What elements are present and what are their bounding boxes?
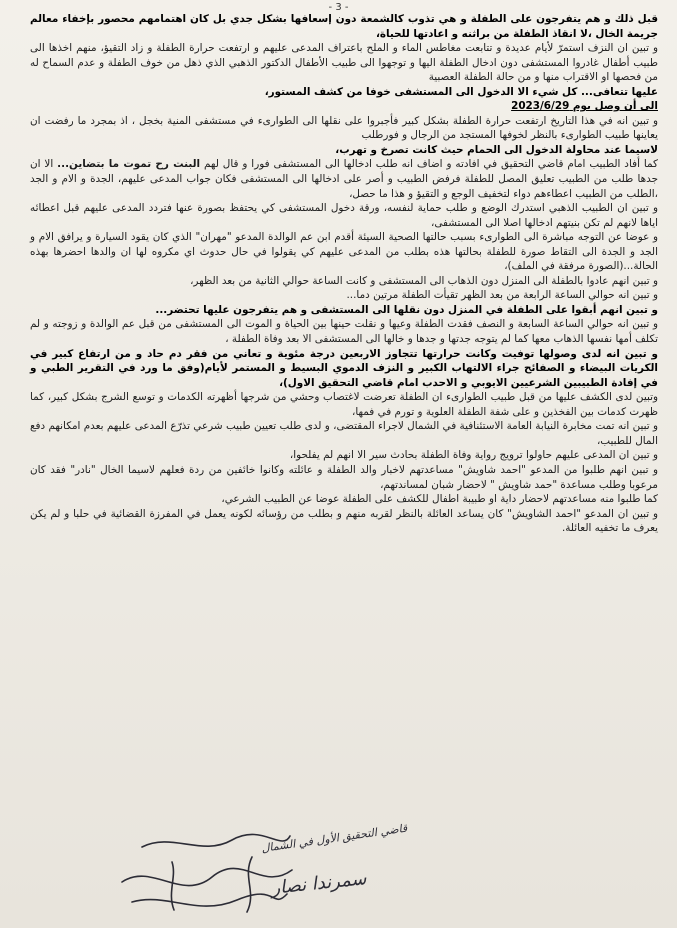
paragraph: و تبين انه حوالي الساعة الرابعة من بعد الظهر تقيأت الطفلة مرتين دما... xyxy=(346,289,658,302)
paragraph: و تبين انه لدى وصولها توفيت وكانت حرارتها تتجاوز الاربعين درجة مئوية و تعاني من فقر دم حاد و من ارتفاع كبير في الكريات البيضاء و الصفائح جراء الالتهاب الكبير و النزف الدموي البسيط و المستمر لأيام(وفق ما ورد في التقرير الطبي و في إفادة الطبيبين الشرعيين الايوبي و الاحدب امام قاضي التحقيق الاول)، xyxy=(30,347,658,389)
document-body xyxy=(30,12,658,536)
page-number: - 3 - xyxy=(328,2,349,13)
signature-title: قاضي التحقيق الأول في الشمال xyxy=(260,821,408,855)
date-value: 2023/6/29 xyxy=(511,100,570,113)
paragraph: و تبين انهم أبقوا على الطفلة في المنزل دون نقلها الى المستشفى و هم يتفرجون عليها تحتضر... xyxy=(155,303,658,316)
date-heading xyxy=(30,99,658,114)
paragraph: و عوضا عن التوجه مباشرة الى الطوارىء بسبب حالتها الصحية السيئة أقدم ابن عم الوالدة المدعو "مهران" الذي كان يقود السيارة و يرافق الام و الجد و الجدة الى التقاط صورة للطفلة بحالتها هذه بطلب من المدعى عليهم كي يقولوا في حال حدوث اي مكروه لها ان والدها احضرها بهذه الحالة...(الصورة مرفقة في الملف)، xyxy=(30,231,658,273)
quote: البنت رح تموت ما بتضاين... xyxy=(57,158,201,171)
date-prefix: الى أن وصل يوم xyxy=(572,100,658,113)
signature-name: سمرندا نصار xyxy=(270,868,368,899)
paragraph: و تبين انهم عادوا بالطفلة الى المنزل دون الذهاب الى المستشفى و كانت الساعة حوالي الثانية من بعد الظهر، xyxy=(190,274,658,287)
paragraph: و تبين انه تمت مخابرة النيابة العامة الاستئنافية في الشمال لاجراء المقتضى، و لدى طلب تعيين طبيب شرعي تذرّع المدعى عليهم بعدم امكانهم دفع المال للطبيب، xyxy=(30,420,658,447)
paragraph: لاسيما عند محاولة الدخول الى الحمام حيث كانت تصرخ و تهرب، xyxy=(335,143,658,156)
paragraph xyxy=(30,157,658,201)
paragraph: و تبين ان الطبيب الذهبي استدرك الوضع و طلب حماية لنفسه، ورقة دخول المستشفى كي يحتفظ بصورة عنها فتردد المدعى عليهم قبل اعطائه اياها لانهم لم تكن بنيتهم ادخالها اصلا الى المستشفى، xyxy=(30,202,658,229)
paragraph-part: كما أفاد الطبيب امام قاضي التحقيق في افادته و اضاف انه طلب ادخالها الى المستشفى فورا و قال لهم xyxy=(203,158,658,171)
signature-drawing xyxy=(112,821,408,922)
paragraph: و تبين انه حوالي الساعة السابعة و النصف فقدت الطفلة وعيها و نقلت حينها بين الحياة و الموت الى المستشفى من قبل عم الوالدة و زوجته و لم تكلف أمها نفسها الذهاب معها كما لم يتوجه جدتها و جدها و خالها الى المستشفى الا بعد وفاة الطفلة ، xyxy=(30,318,658,346)
paragraph: كما طلبوا منه مساعدتهم لاحضار داية او طبيبة اطفال للكشف على الطفلة عوضا عن الطبيب الشرعي، xyxy=(221,493,658,506)
paragraph: و تبين انه في هذا التاريخ ارتفعت حرارة الطفلة بشكل كبير فأجبروا على نقلها الى الطوارىء في مستشفى المنية بخجل ، اذ بمجرد ما رفضت ان يعاينها طبيب الطوارىء بالنظر لخوفها المستجد من الرجال و فورطلب xyxy=(30,114,658,142)
paragraph-part: الا ان جدها طلب من الطبيب تعليق المصل للطفلة فرفض الطبيب و أصر على ادخالها الى المستشفى فكان جواب المدعى عليهم، الجدة و الام و الجد ،الطلب من الطبيب اعطاءهم دواء لتخفيف الوجع و التقيؤ و هذا ما حصل، xyxy=(30,158,658,200)
paragraph: قبل ذلك و هم يتفرجون على الطفلة و هي تذوب كالشمعة دون إسعافها بشكل جدي بل كان اهتمامهم محصور بإخفاء معالم جريمة الخال ،لا انقاذ الطفلة من براثنه و اعادتها للحياة، xyxy=(30,13,658,40)
paragraph: وتبين لدى الكشف عليها من قبل طبيب الطوارىء ان الطفلة تعرضت لاغتصاب وحشي من شرجها أظهرته الكدمات و توسع الشرج بشكل كبير، كما ظهرت كدمات بين الفخذين و على شفة الطفلة العلوية و تورم في فمها، xyxy=(30,391,658,418)
paragraph: و تبين ان النزف استمرّ لأيام عديدة و تتابعت مغاطس الماء و الملح باعتراف المدعى عليهم و ارتفعت حرارة الطفلة و زاد التقيؤ، منهم اخذها الى طبيب أطفال غادروا المستشفى دون ادخال الطفلة اليها و توجهوا الى طبيب الأطفال الدكتور الذهبي الذي ذهل من خوف الطفلة و عدم السماح له من فحصها او الاقتراب منها و من حالة الطفلة العصبية xyxy=(30,42,658,84)
paragraph: و تبين ان المدعو "احمد الشاويش" كان يساعد العائلة بالنظر لقربه منهم و بطلب من رؤسائه لكونه يعمل في المفرزة القضائية في حلبا و لم يكن يعرف ما تخفيه العائلة. xyxy=(30,507,658,535)
signature xyxy=(112,821,408,922)
paragraph: عليها تتعافى... كل شيء الا الدخول الى المستشفى خوفا من كشف المستور، xyxy=(264,85,658,98)
paragraph: و تبين انهم طلبوا من المدعو "احمد شاويش" مساعدتهم لاخبار والد الطفلة و عائلته وكانوا خائفين من ردة فعلهم لاسيما الخال "نادر" فقد كان مرعوبا وطلب مساعدة "حمد شاويش " لاحضار شبان لمساندتهم، xyxy=(30,463,658,491)
paragraph: و تبين ان المدعى عليهم حاولوا ترويج رواية وفاة الطفلة بحادث سير الا انهم لم يفلحوا، xyxy=(289,449,658,462)
